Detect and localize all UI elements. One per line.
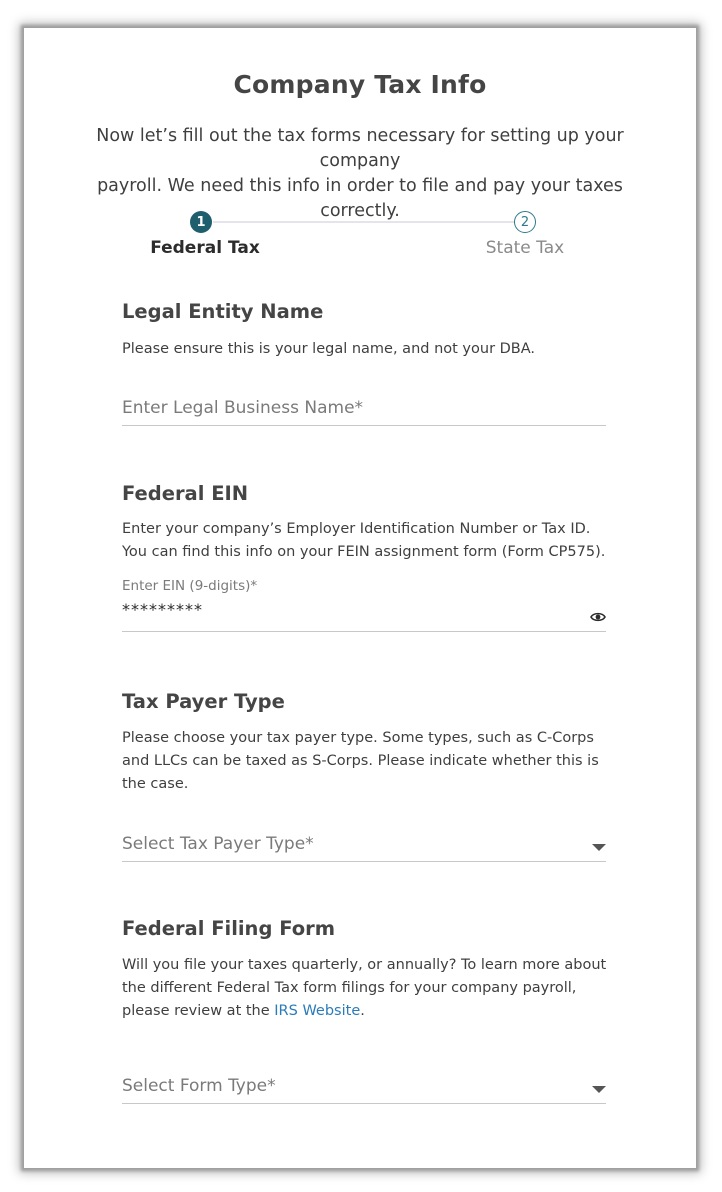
tax-payer-type-select[interactable] <box>122 834 606 862</box>
federal-filing-form-description-line-1: Will you file your taxes quarterly, or annually? To learn more about <box>122 957 607 973</box>
legal-business-name-placeholder: Enter Legal Business Name* <box>122 398 364 418</box>
ein-input-label: Enter EIN (9-digits)* <box>122 578 258 594</box>
federal-filing-form-description <box>122 954 612 1023</box>
intro-line-2: payroll. We need this info in order to file and pay your taxes correctly. <box>97 176 623 221</box>
tax-payer-type-description-line-3: the case. <box>122 776 189 792</box>
federal-ein-description-line-1: Enter your company’s Employer Identification Number or Tax ID. <box>122 521 591 537</box>
tax-info-card <box>24 28 696 1168</box>
legal-entity-title: Legal Entity Name <box>122 300 324 323</box>
eye-icon[interactable] <box>590 611 606 623</box>
intro-line-1: Now let’s fill out the tax forms necessary for setting up your company <box>96 126 624 171</box>
legal-entity-description: Please ensure this is your legal name, and not your DBA. <box>122 341 536 357</box>
federal-filing-form-description-line-3 <box>122 1000 612 1023</box>
chevron-down-icon[interactable] <box>592 844 606 851</box>
federal-filing-form-description-prefix: please review at the <box>122 1003 275 1019</box>
step-1-indicator[interactable]: 1 <box>190 211 212 233</box>
form-type-select[interactable] <box>122 1076 606 1104</box>
legal-business-name-input[interactable] <box>122 398 606 426</box>
ein-input-value: ********* <box>122 600 203 619</box>
chevron-down-icon[interactable] <box>592 1086 606 1093</box>
federal-filing-form-description-suffix: . <box>360 1003 365 1019</box>
stepper-track <box>213 221 526 223</box>
ein-input[interactable] <box>122 578 606 632</box>
federal-ein-title: Federal EIN <box>122 482 249 505</box>
federal-ein-description-line-2: You can find this info on your FEIN assignment form (Form CP575). <box>122 544 606 560</box>
tax-payer-type-description-line-1: Please choose your tax payer type. Some types, such as C-Corps <box>122 730 594 746</box>
tax-payer-type-placeholder: Select Tax Payer Type* <box>122 834 314 854</box>
step-2-label[interactable]: State Tax <box>485 238 565 258</box>
federal-filing-form-description-line-2: the different Federal Tax form filings for your company payroll, <box>122 980 577 996</box>
step-1-label[interactable]: Federal Tax <box>150 238 260 258</box>
form-type-placeholder: Select Form Type* <box>122 1076 276 1096</box>
federal-ein-description <box>122 518 612 564</box>
step-2-indicator[interactable]: 2 <box>514 211 536 233</box>
page-title: Company Tax Info <box>233 70 487 99</box>
tax-payer-type-title: Tax Payer Type <box>122 690 285 713</box>
tax-payer-type-description-line-2: and LLCs can be taxed as S-Corps. Please indicate whether this is <box>122 753 599 769</box>
federal-filing-form-title: Federal Filing Form <box>122 917 336 940</box>
intro-text <box>64 124 656 224</box>
tax-payer-type-description <box>122 727 612 796</box>
irs-website-link[interactable]: IRS Website <box>274 1003 361 1019</box>
